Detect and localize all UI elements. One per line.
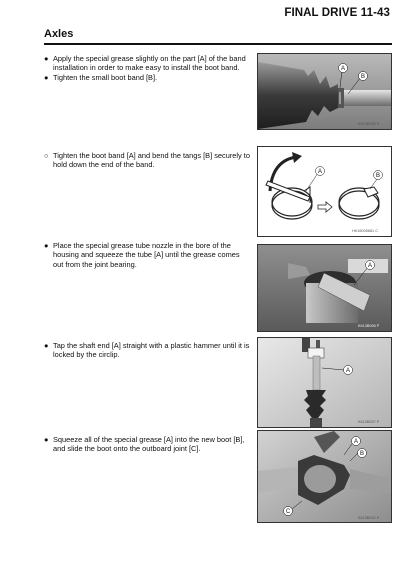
step-item: [44, 241, 250, 269]
bullet-filled-icon: ●: [44, 54, 49, 63]
figure-code: K613B055 P: [358, 122, 380, 126]
callout-label-a: A: [367, 263, 373, 270]
figure-code: K613B057 P: [358, 420, 380, 424]
callout-label-c: C: [285, 509, 291, 516]
callout-label-b: B: [359, 451, 365, 458]
step-item: [44, 73, 250, 82]
boot-band-tangs-diagram: [258, 147, 391, 236]
step-group-4: [44, 341, 250, 360]
bullet-filled-icon: ●: [44, 341, 49, 350]
step-group-1: [44, 54, 250, 82]
step-text: Tighten the small boot band [B].: [53, 72, 158, 82]
step-text: Squeeze all of the special grease [A] into the new boot [B], and slide the boot onto the outboard joint [C].: [53, 435, 245, 454]
step-item: [44, 151, 250, 170]
step-item: [44, 54, 250, 73]
figure-tap-shaft: [257, 337, 392, 428]
step-group-5: [44, 435, 250, 454]
callout-label-a: A: [340, 66, 346, 73]
callout-label-b: B: [375, 173, 381, 180]
figure-boot-outboard-joint: [257, 430, 392, 523]
callout-label-b: B: [360, 74, 366, 81]
callout-label-a: A: [353, 439, 359, 446]
figure-code: HK16005661 C: [352, 229, 378, 233]
step-item: [44, 341, 250, 360]
step-item: [44, 435, 250, 454]
figure-boot-band-grease: [257, 53, 392, 130]
page-header-title: FINAL DRIVE 11-43: [284, 7, 390, 19]
section-title: Axles: [44, 28, 74, 40]
step-text: Apply the special grease slightly on the part [A] of the band installation in order to make easy to install the boot band.: [53, 54, 246, 73]
callout-label-a: A: [345, 368, 351, 375]
step-group-2: [44, 151, 250, 170]
bullet-hollow-icon: ○: [44, 151, 49, 160]
boot-outboard-joint-photo: [258, 431, 391, 522]
figure-boot-band-tangs: [257, 146, 392, 237]
figure-code: K613B056 P: [358, 324, 380, 328]
figure-code: K613B042 P: [358, 516, 380, 520]
section-divider: [44, 43, 392, 45]
bullet-filled-icon: ●: [44, 241, 49, 250]
bullet-filled-icon: ●: [44, 435, 49, 444]
boot-band-grease-photo: [258, 54, 391, 129]
step-group-3: [44, 241, 250, 269]
step-text: Tap the shaft end [A] straight with a plastic hammer until it is locked by the circlip.: [53, 341, 250, 360]
callout-label-a: A: [317, 169, 323, 176]
step-text: Tighten the boot band [A] and bend the tangs [B] securely to hold down the end of the band.: [53, 151, 250, 170]
tap-shaft-photo: [258, 338, 391, 427]
figure-grease-tube: [257, 244, 392, 332]
bullet-filled-icon: ●: [44, 72, 49, 82]
grease-tube-photo: [258, 245, 391, 331]
step-text: Place the special grease tube nozzle in the bore of the housing and squeeze the tube [A] until the grease comes out from the joint bearing.: [53, 241, 240, 269]
